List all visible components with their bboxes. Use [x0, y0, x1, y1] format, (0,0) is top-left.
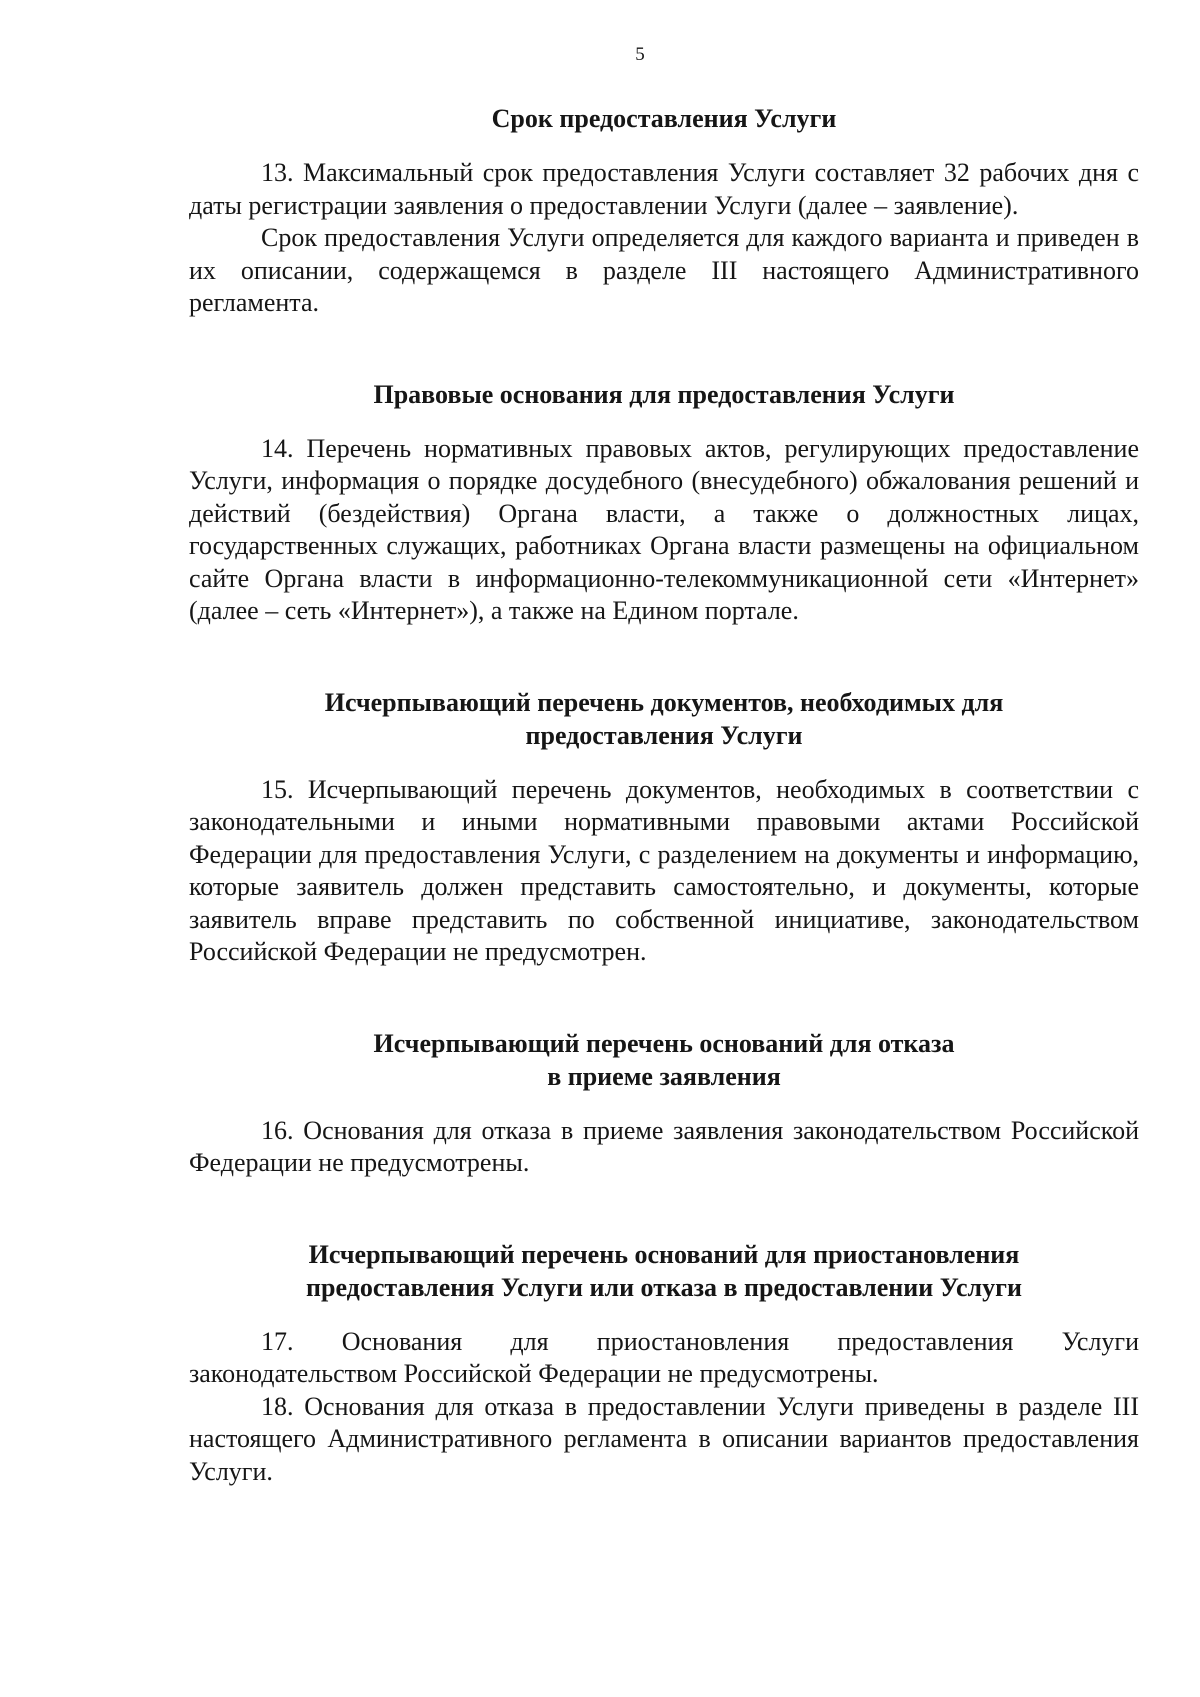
section-heading-line-2: в приеме заявления	[547, 1061, 781, 1091]
paragraph: 15. Исчерпывающий перечень документов, необходимых в соответствии с законодательными и иными нормативными правовыми актами Российской Федерации для предоставления Услуги, с разделением на документы и информацию, которые заявитель должен представить самостоятельно, и документы, которые заявитель вправе представить по собственной инициативе, законодательством Российской Федерации не предусмотрен.	[189, 774, 1139, 966]
document-body	[189, 102, 1139, 1488]
paragraph: 13. Максимальный срок предоставления Услуги составляет 32 рабочих дня с даты регистрации заявления о предоставлении Услуги (далее – заявление).	[189, 158, 1139, 220]
paragraph: Срок предоставления Услуги определяется для каждого варианта и приведен в их описании, содержащемся в разделе III настоящего Административного регламента.	[189, 223, 1139, 317]
paragraph: 17. Основания для приостановления предоставления Услуги законодательством Российской Федерации не предусмотрены.	[189, 1326, 1139, 1388]
section-heading: Правовые основания для предоставления Услуги	[373, 379, 955, 409]
section-heading-line-2: предоставления Услуги или отказа в предоставлении Услуги	[306, 1272, 1022, 1302]
page-number: 5	[635, 44, 645, 65]
section-legal-basis	[189, 378, 1139, 628]
paragraph: 14. Перечень нормативных правовых актов, регулирующих предоставление Услуги, информация о порядке досудебного (внесудебного) обжалования решений и действий (бездействия) Органа власти, а также о должностных лицах, государственных служащих, работниках Органа власти размещены на официальном сайте Органа власти в информационно-телекоммуникационной сети «Интернет» (далее – сеть «Интернет»), а также на Едином портале.	[189, 433, 1139, 625]
section-heading-line-1: Исчерпывающий перечень оснований для отказа	[373, 1028, 955, 1058]
section-suspension-or-refusal	[189, 1238, 1139, 1489]
section-heading-line-2: предоставления Услуги	[525, 720, 803, 750]
section-heading-line-1: Исчерпывающий перечень оснований для приостановления	[308, 1239, 1020, 1269]
section-refusal-of-acceptance	[189, 1027, 1139, 1180]
section-heading: Срок предоставления Услуги	[491, 104, 837, 133]
section-service-term	[189, 102, 1139, 320]
section-heading-line-1: Исчерпывающий перечень документов, необходимых для	[324, 687, 1004, 717]
paragraph: 16. Основания для отказа в приеме заявления законодательством Российской Федерации не предусмотрены.	[189, 1115, 1139, 1177]
paragraph: 18. Основания для отказа в предоставлении Услуги приведены в разделе III настоящего Административного регламента в описании вариантов предоставления Услуги.	[189, 1391, 1139, 1486]
section-required-documents	[189, 686, 1139, 969]
